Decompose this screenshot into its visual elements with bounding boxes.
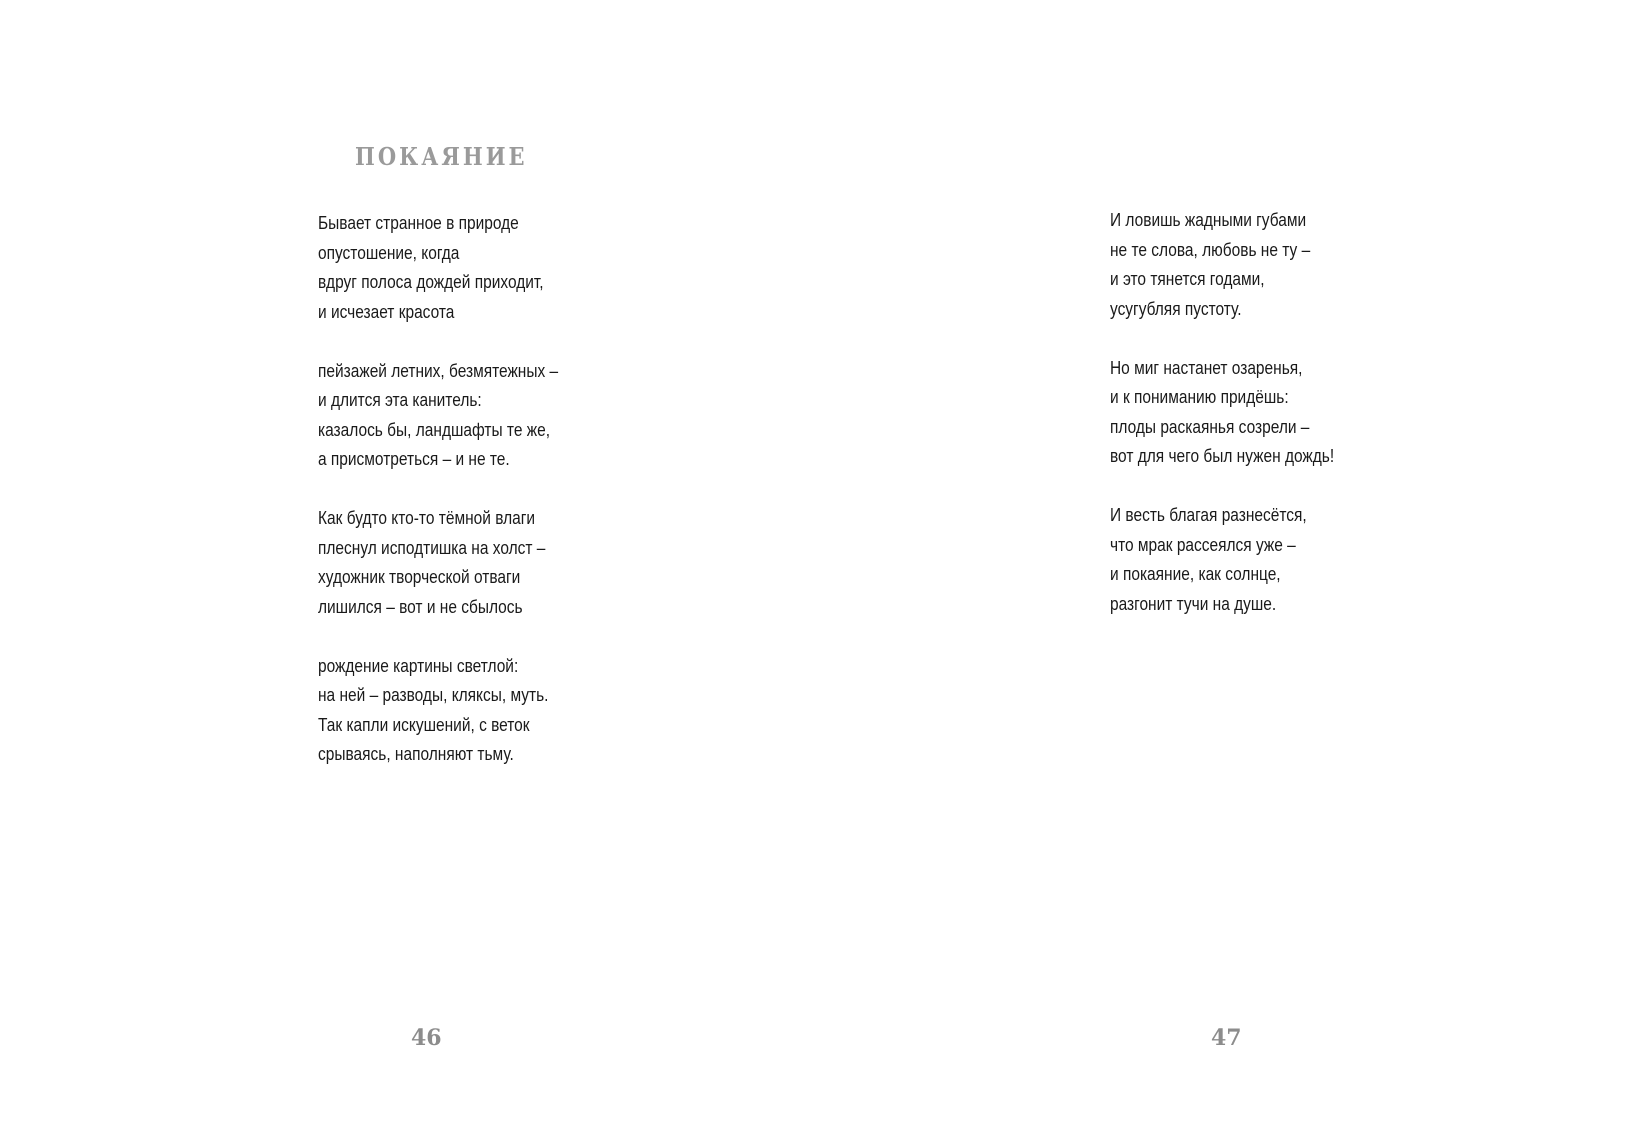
poem-line: и покаяние, как солнце, [1110, 564, 1281, 584]
poem-line: а присмотреться – и не те. [318, 449, 510, 469]
poem-line: плеснул исподтишка на холст – [318, 537, 546, 558]
stanza [318, 357, 558, 475]
stanza [1110, 501, 1334, 619]
poem-line: пейзажей летних, безмятежных – [318, 360, 559, 381]
stanza [318, 652, 558, 770]
stanza [1110, 206, 1334, 324]
poem-line: и это тянется годами, [1110, 269, 1265, 289]
right-page [822, 0, 1644, 1134]
poem-line: и исчезает красота [318, 301, 455, 322]
poem-line: не те слова, любовь не ту – [1110, 239, 1311, 260]
poem-line: Как будто кто-то тёмной влаги [318, 508, 536, 528]
poem-line: вот для чего был нужен дождь! [1110, 446, 1335, 466]
poem-line: срываясь, наполняют тьму. [318, 744, 514, 764]
poem-line: художник творческой отваги [318, 567, 521, 587]
poem-line: что мрак рассеялся уже – [1110, 534, 1296, 555]
poem-line: лишился – вот и не сбылось [318, 596, 523, 617]
stanza [1110, 354, 1334, 472]
page-number-left: 46 [411, 1025, 442, 1051]
poem-line: разгонит тучи на душе. [1110, 593, 1277, 614]
poem-body-left [318, 209, 558, 799]
poem-line: Так капли искушений, с веток [318, 714, 530, 735]
poem-line: вдруг полоса дождей приходит, [318, 272, 544, 292]
stanza [318, 504, 558, 622]
poem-line: и длится эта канитель: [318, 390, 482, 410]
poem-line: плоды раскаянья созрели – [1110, 416, 1310, 437]
poem-line: И весть благая разнесётся, [1110, 505, 1307, 525]
poem-line: Но миг настанет озаренья, [1110, 357, 1303, 378]
page-number-right: 47 [1211, 1025, 1242, 1051]
poem-line: рождение картины светлой: [318, 655, 519, 676]
poem-line: казалось бы, ландшафты те же, [318, 419, 551, 440]
poem-line: Бывает странное в природе [318, 213, 519, 233]
poem-line: и к пониманию придёшь: [1110, 387, 1289, 407]
poem-title: покаяние [355, 134, 528, 175]
stanza [318, 209, 558, 327]
poem-body-right [1110, 206, 1334, 649]
poem-line: на ней – разводы, кляксы, муть. [318, 685, 549, 705]
poem-line: усугубляя пустоту. [1110, 298, 1242, 319]
poem-line: И ловишь жадными губами [1110, 210, 1307, 230]
poem-line: опустошение, когда [318, 242, 460, 263]
